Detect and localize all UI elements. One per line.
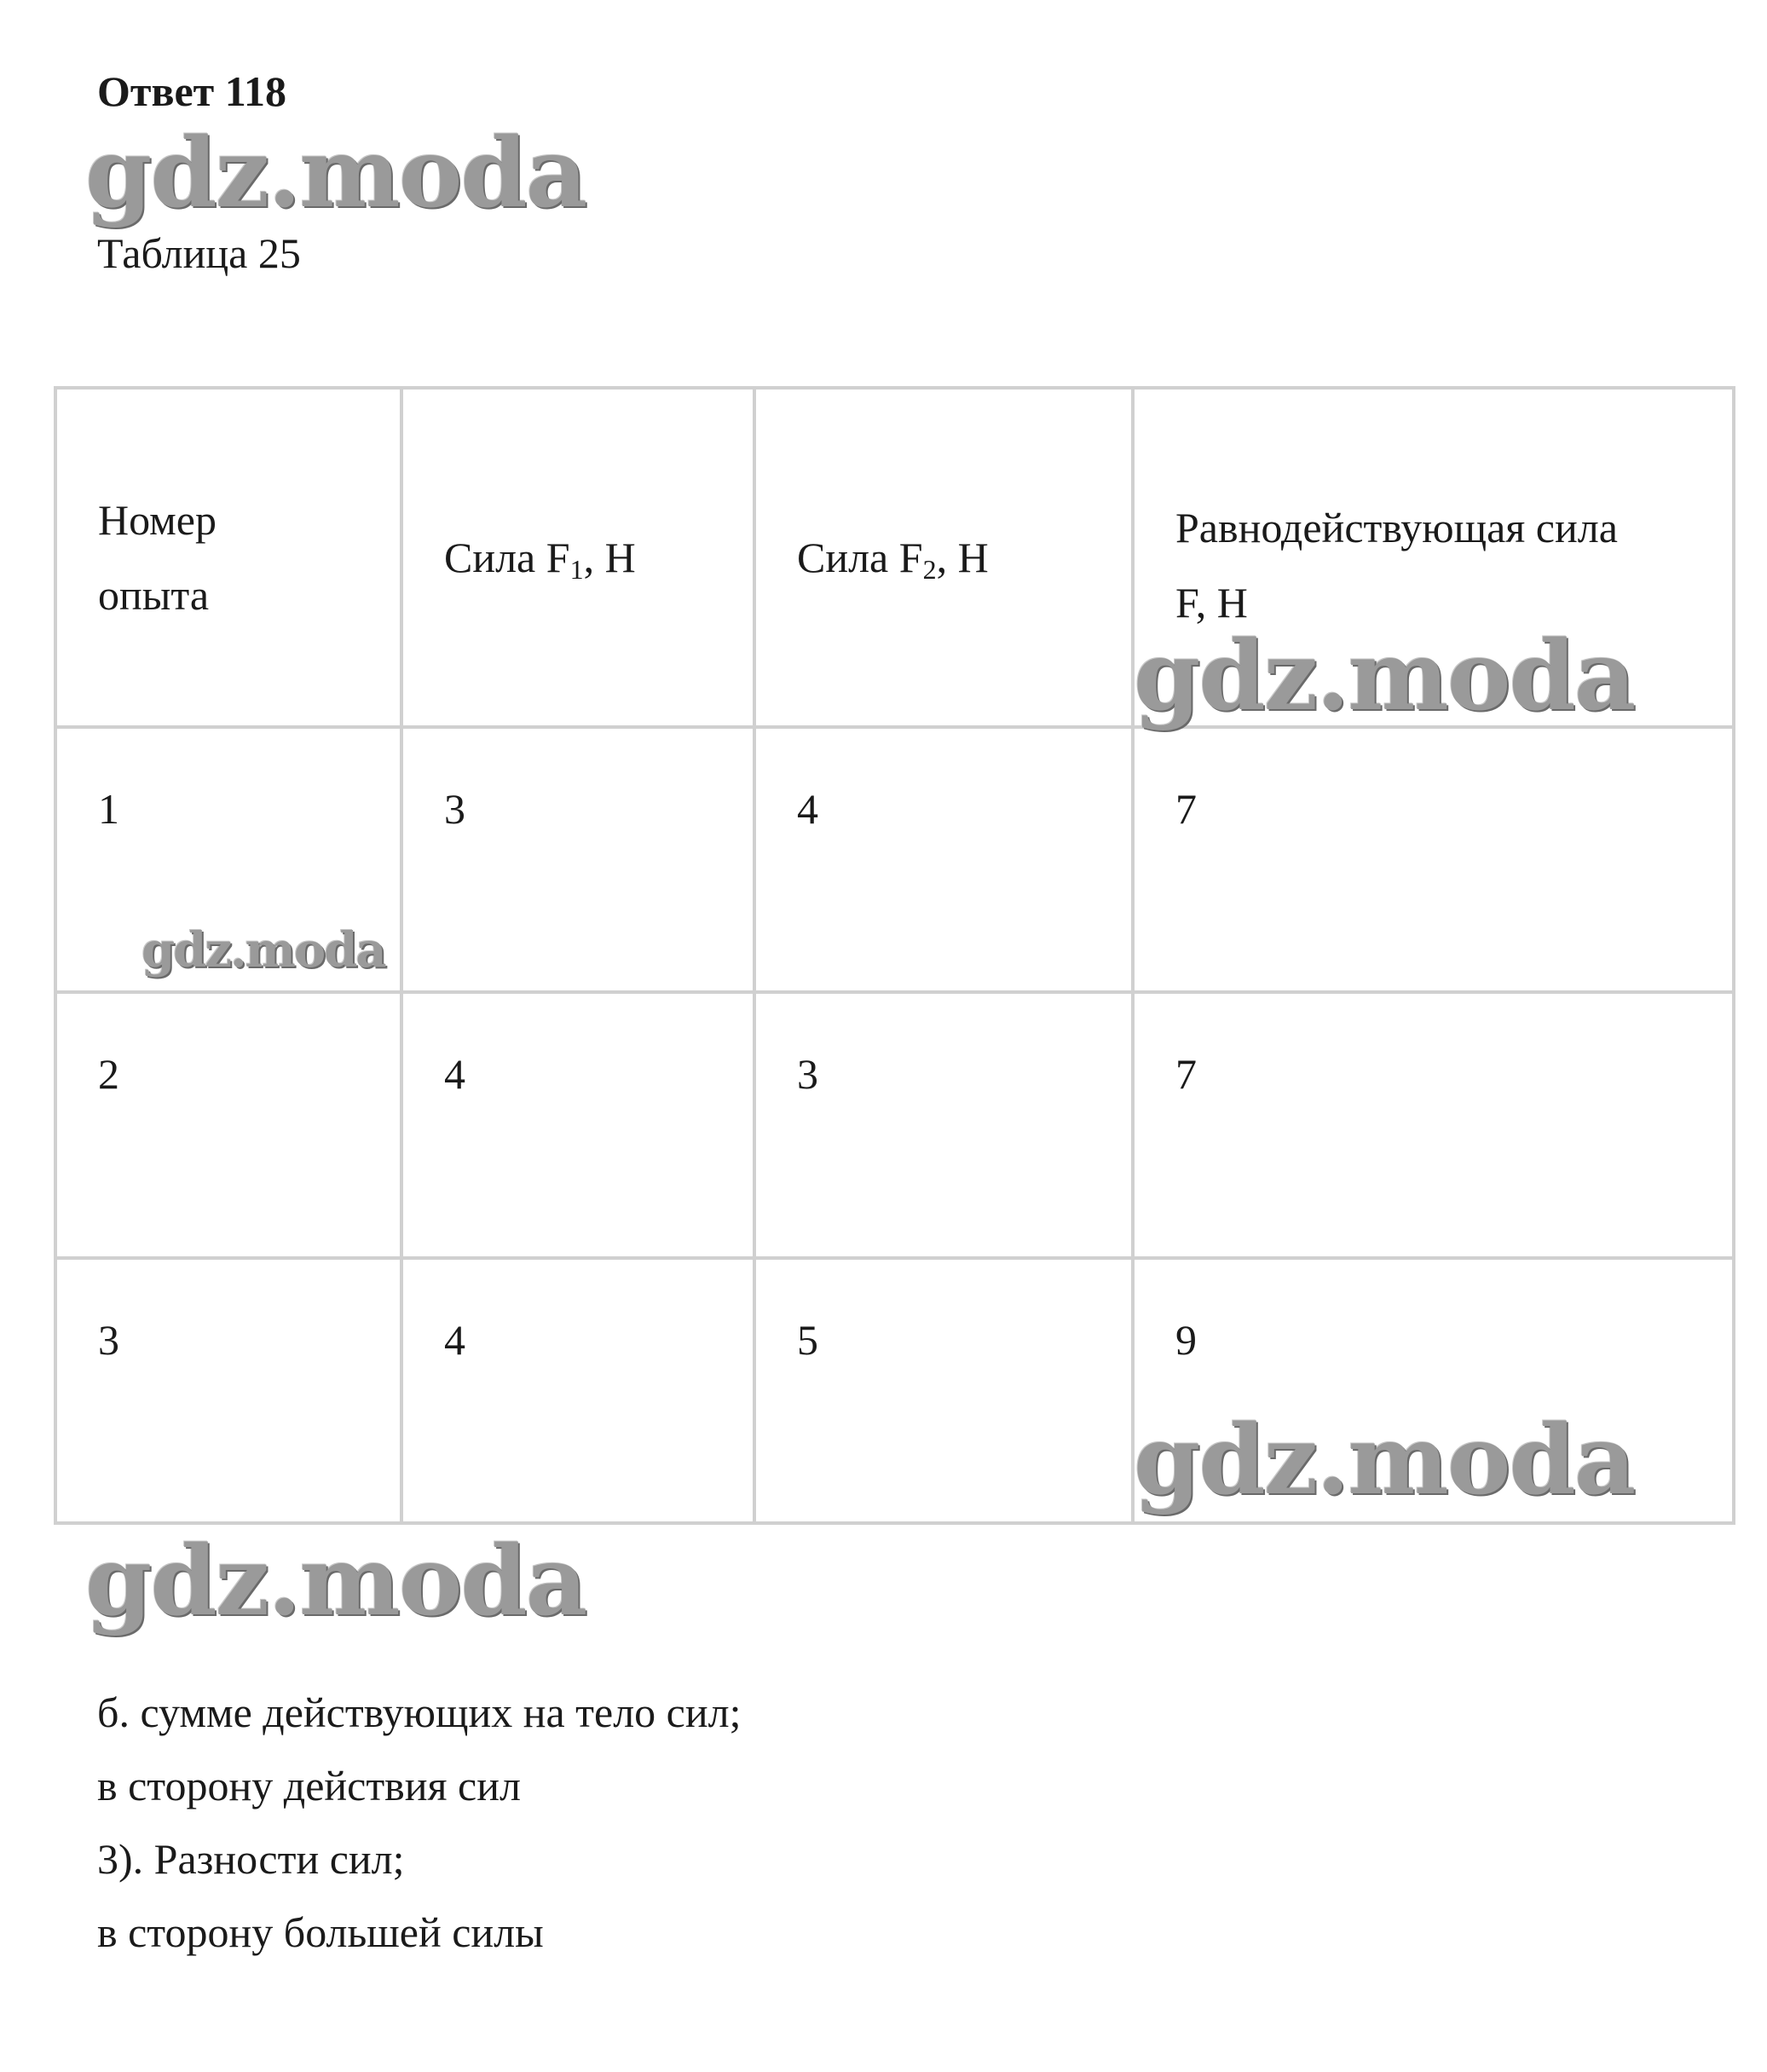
answer-line: в сторону большей силы [97,1908,544,1956]
cell-experiment: 2 [55,992,401,1257]
cell-experiment: 1 [55,727,401,992]
cell-resultant: 7 [1133,992,1734,1257]
cell-force-2: 4 [754,727,1133,992]
header-force-1: Сила $F_1$, Н [401,388,754,727]
cell-resultant: 7 [1133,727,1734,992]
answer-line: 3). Разности сил; [97,1835,405,1883]
header-force-2: Сила $F_2$, Н [754,388,1133,727]
watermark: gdz.moda [85,1526,586,1637]
answer-line: б. сумме действующих на тело сил; [97,1688,742,1736]
cell-experiment: 3 [55,1258,401,1523]
answer-line: в сторону действия сил [97,1762,521,1809]
watermark: gdz.moda [1134,1405,1635,1516]
table-row [55,992,1734,1257]
cell-resultant: 9 [1133,1258,1734,1523]
answer-title: Ответ 118 [97,67,286,115]
cell-force-2: 3 [754,992,1133,1257]
cell-force-2: 5 [754,1258,1133,1523]
table-caption: Таблица 25 [97,229,301,277]
header-resultant-force: Равнодействующая сила F, Н [1133,388,1734,727]
header-experiment-number: Номер опыта [55,388,401,727]
watermark: gdz.moda [141,922,385,978]
cell-force-1: 4 [401,992,754,1257]
cell-force-1: 4 [401,1258,754,1523]
watermark: gdz.moda [85,118,586,229]
cell-force-1: 3 [401,727,754,992]
watermark: gdz.moda [1134,620,1635,732]
